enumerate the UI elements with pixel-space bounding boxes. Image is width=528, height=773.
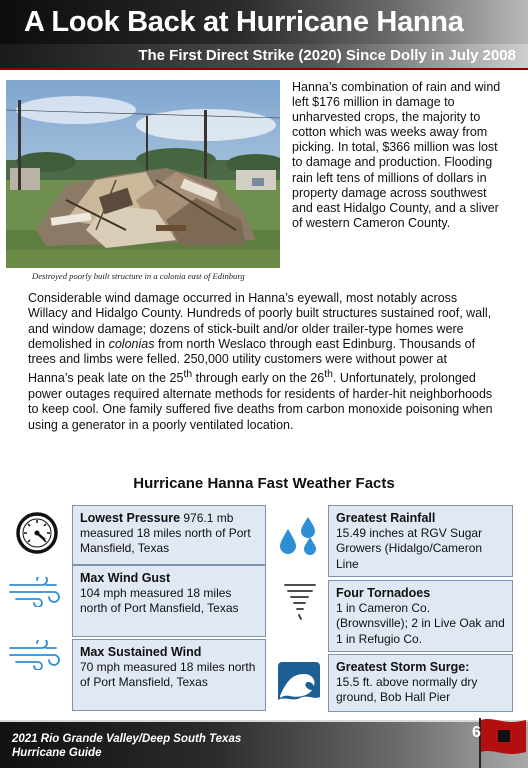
fact-max-sustained-wind [72, 639, 266, 711]
fact-value: 15.5 ft. above normally dry ground, Bob Hall Pier [336, 675, 478, 705]
fact-storm-surge [328, 654, 513, 712]
ordinal-suffix: th [324, 369, 333, 381]
fact-value: 976.1 mb measured 18 miles north of Port Mansfield, Texas [80, 511, 251, 556]
wind-icon [8, 577, 62, 612]
barometer-icon [15, 511, 59, 560]
fact-heading: Max Sustained Wind [80, 645, 202, 659]
facts-title: Hurricane Hanna Fast Weather Facts [133, 475, 395, 492]
ordinal-suffix: th [183, 369, 193, 381]
footer-divider [0, 720, 528, 722]
photo-caption: Destroyed poorly built structure in a colonia east of Edinburg [32, 271, 245, 281]
fact-heading: Max Wind Gust [80, 571, 171, 585]
fact-max-wind-gust [72, 565, 266, 637]
page-number: 6 [472, 724, 481, 741]
intro-paragraph: Hanna’s combination of rain and wind left $176 million in damage to unharvested crops, the majority to cotton which was weeks away from picking. In total, $366 million was lost to damage and production. Flooding rain left tens of millions of dollars in property damage across southwest and east Hidalgo County, and a sliver of western Cameron County. [292, 80, 501, 230]
wind-icon [8, 640, 62, 675]
main-paragraph-text: . Unfortunately, prolonged power outages required alternate methods for residents of harder-hit neighborhoods to keep cool. One family suffered five deaths from carbon monoxide poisoning when using a generator in a poorly ventilated location. [28, 371, 493, 432]
fact-heading: Greatest Rainfall [336, 511, 436, 525]
page-header [0, 0, 528, 70]
main-paragraph-text: Considerable wind damage occurred in Hanna’s eyewall, most notably across Willacy and Hidalgo County. Hundreds of poorly built structures sustained roof, wall, and window damage; dozens of stick-built and/or older trailer-type homes were demolished in [28, 291, 492, 351]
fact-four-tornadoes [328, 580, 513, 652]
raindrops-icon [276, 513, 322, 562]
page-title: A Look Back at Hurricane Hanna [24, 6, 464, 38]
main-paragraph-text: through early on the 26 [192, 371, 325, 386]
footer-publication [12, 732, 312, 760]
fact-heading: Greatest Storm Surge: [336, 660, 470, 674]
hurricane-flag-icon [474, 716, 528, 773]
fact-heading: Lowest Pressure [80, 511, 181, 525]
fact-value: 104 mph measured 18 miles north of Port Mansfield, Texas [80, 586, 239, 616]
fact-value: 70 mph measured 18 miles north of Port Mansfield, Texas [80, 660, 256, 690]
main-paragraph [28, 291, 496, 433]
fact-value: 1 in Cameron Co. (Brownsville); 2 in Live Oak and 1 in Refugio Co. [336, 601, 505, 646]
footer-line: Hurricane Guide [12, 747, 102, 759]
tornado-icon [282, 581, 318, 626]
fact-heading: Four Tornadoes [336, 586, 431, 600]
fact-lowest-pressure [72, 505, 266, 565]
main-paragraph-text: from north Weslaco through east Edinburg. Thousands of trees and limbs were felled. 250,000 utility customers were without power at Hanna’s peak late on the 25 [28, 336, 476, 386]
wave-icon [278, 662, 320, 709]
header-divider [0, 68, 528, 70]
footer-line: 2021 Rio Grande Valley/Deep South Texas [12, 733, 242, 745]
main-paragraph-italic: colonias [108, 336, 155, 351]
fact-value: 15.49 inches at RGV Sugar Growers (Hidalgo/Cameron Line [336, 526, 483, 571]
damage-photo [6, 80, 280, 268]
fact-greatest-rainfall [328, 505, 513, 577]
page-footer [0, 720, 528, 768]
page-subtitle: The First Direct Strike (2020) Since Dolly in July 2008 [138, 47, 516, 64]
